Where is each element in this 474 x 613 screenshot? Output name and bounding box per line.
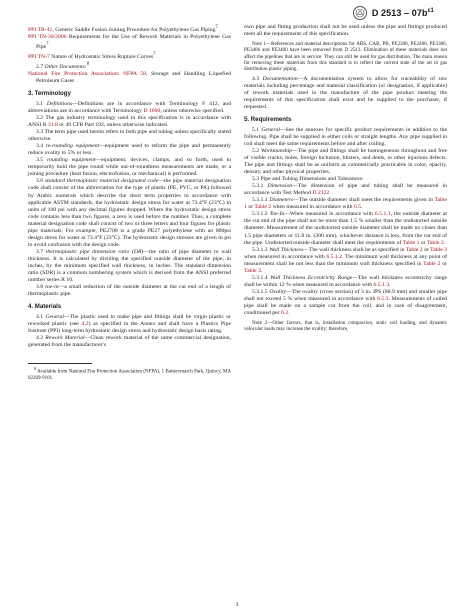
paragraph-5-3-1-1: 5.3.1.1 Diameters—The outside diameter shall meet the requirements given in Table 1 or Table 2 when measured in accordance with 6.5. xyxy=(244,197,447,211)
paragraph-4-1: 4.1 General—The plastic used to make pipe and fittings shall be virgin plastic or reworked plastic (see 4.2) as specified in the Annex and shall have a Plastics Pipe Institute (PPI) long-term hydrostatic design stress and hydrostatic design basis rating. xyxy=(28,314,231,335)
reference-link[interactable]: 6.5 xyxy=(353,204,362,211)
paragraph-3-2: 3.2 The gas industry terminology used in this specification is in accordance with ANSI B 31.8 or 49 CFR Part 192, unless otherwise indicated. xyxy=(28,114,231,129)
reference-link[interactable]: 6.5.1.3 xyxy=(373,281,390,288)
paragraph-4-2-continued: own pipe and fitting production shall not be used unless the pipe and fittings produced meet all the requirements of this specification. xyxy=(244,24,447,38)
paragraph-5-3-1-2: 5.3.1.2 Toe-In—When measured in accordance with 6.5.1.1, the outside diameter at the cut end of the pipe shall not be more than 1.5 % smaller than the undistorted outside diameter. Measurement of the undistorted outside diameter shall be made no closer than 1.5 pipe diameters or 11.8 in. (300 mm), whichever distance is less, from the cut end of the pipe. Undistorted outside diameter shall meet the requirements of Table 1 or Table 2. xyxy=(244,211,447,246)
standard-designation: D $2513 - 07b^{\varepsilon 1}$ xyxy=(371,8,434,18)
reference-link[interactable]: 6.5.1.1 xyxy=(374,211,391,218)
paragraph-5-3-1-3: 5.3.1.3 Wall Thickness—The wall thickness shall be as specified in Table 2 or Table 3 when measured in accordance with 6.5.1.2. The minimum wall thickness at any point of measurement shall be not less than the minimum wall thickness specified in Table 2 or Table 3. xyxy=(244,246,447,274)
section-2-7: 2.7 Other Documents:$^8$ xyxy=(36,61,90,70)
reference-link[interactable]: Table 2 xyxy=(423,260,441,267)
reference-link[interactable]: Table 1 xyxy=(402,239,420,246)
reference-link[interactable]: 4.2 xyxy=(81,321,89,328)
paragraph-5-3: 5.3 Pipe and Tubing Dimensions and Tolerances: xyxy=(252,176,364,183)
section-heading-terminology: 3. Terminology xyxy=(28,89,71,97)
reference-link[interactable]: PPI TN-7 xyxy=(28,53,50,60)
reference-link[interactable]: D 1600 xyxy=(143,107,161,114)
paragraph-3-6: 3.6 standard thermoplastic material designated code—the pipe material designation code shall consist of the abbreviation for the type of plastic (PE, PVC, or PA) followed by Arabic numerals which describe the short term properties in accordance with applicable ASTM standards, the hydrostatic design stress for water at 73.4°F (23°C) in units of 100 psi with any decimal figures dropped. Where the hydrostatic design stress code contains less than two figures, a zero is used before the number. Thus, a complete material designation code shall consist of two or three letters and four figures for plastic pipe materials. For example, PE2708 is a grade PE27 polyethylene with an 800psi design stress for water at 73.4°F (23°C). The hydrostatic design stresses are given in psi to avoid confusion with the design code. xyxy=(28,178,232,248)
page-number: 3 xyxy=(235,602,239,608)
note-2: Note 2—Other factors, that is, installation compaction, static soil loading, and dynamic vehicular loads may increase the ovality; therefore, xyxy=(244,320,447,333)
paragraph-3-7: 3.7 thermoplastic pipe dimension ratio (DR)—the ratio of pipe diameter to wall thickness. It is calculated by dividing the specified outside diameter of the pipe, in inches, by the minimum specified wall thickness, in inches. The standard dimension ratio (SDR) is a common numbering system which is derived from the ANSI preferred number series R 10. xyxy=(28,248,232,284)
reference-link[interactable]: Table 2 xyxy=(426,239,444,246)
section-heading-materials: 4. Materials xyxy=(28,303,62,311)
paragraph-5-3-1: 5.3.1 Dimension—The dimension of pipe and tubing shall be measured in accordance with Test Method D 2122. xyxy=(244,183,447,197)
reference-item: PPI TR-41, Generic Saddle Fusion Joining Procedure for Polyethylene Gas Piping$^7$ xyxy=(28,25,218,33)
footnote-divider xyxy=(28,363,92,364)
reference-link[interactable]: National Fire Protection Association: NFPA 58 xyxy=(28,70,147,77)
paragraph-5-3-1-5: 5.3.1.5 Ovality—The ovality (cross section) of 3 in. IPS (88.9 mm) and smaller pipe shall not exceed 5 % when measured in accordance with 6.5.3. Measurements of coiled pipe shall be made on a sample cut from the coil, and in case of disagreement, conditioned per 6.3. xyxy=(244,288,447,317)
paragraph-5-3-1-4: 5.3.1.4 Wall Thickness Eccentricity Range—The wall thickness eccentricity range shall be within 12 % when measured in accordance with 6.5.1.3. xyxy=(244,274,447,288)
paragraph-3-3: 3.3 The term pipe used herein refers to both pipe and tubing unless specifically stated otherwise. xyxy=(28,129,231,143)
paragraph-3-4: 3.4 re-rounding equipment—equipment used to reform the pipe and permanently reduce ovality to 5% or less. xyxy=(28,143,232,157)
paragraph-5-1: 5.1 General—See the annexes for specific product requirements in addition to the following. Pipe shall be supplied in either coils or straight lengths. Any pipe supplied in coil shall meet the same requirements before and after coiling. xyxy=(244,126,448,147)
footnote-8: $^8$ Available from National Fire Protection Association (NFPA), 1 Batterymarch Park, Quincy, MA 02269-9101. xyxy=(28,366,231,382)
paragraph-4-2: 4.2 Rework Material—Clean rework material of the same commercial designation, generated from the manufacturer's xyxy=(28,335,232,349)
paragraph-3-5: 3.5 rounding equipment—equipment, devices, clamps, and so forth, used to temporarily hold the pipe round while out-of-roundness measurements are made, or a joining procedure (heat fusion, electrofusion, or mechanical) is performed. xyxy=(28,157,231,178)
reference-link[interactable]: Table 3 xyxy=(244,267,261,274)
reference-item: National Fire Protection Association: NFPA 58, Storage and Handling Liquefied Petroleum Gases xyxy=(28,70,231,84)
right-column xyxy=(244,24,447,333)
reference-link[interactable]: Table 1 xyxy=(244,197,447,211)
page-header xyxy=(353,6,434,20)
paragraph-4-3: 4.3 Documentation—A documentation system to allow for traceability of raw materials including percentage and material classification (or designation, if applicable) of rework materials used in the manufacture of the pipe product meeting the requirements of this specification shall exist and be supplied to the purchaser, if requested. xyxy=(244,75,447,110)
reference-item: PPI TN-7 Nature of Hydrostatic Stress Rupture Curves$^7$ xyxy=(28,51,156,60)
reference-link[interactable]: 31.8 xyxy=(47,122,58,129)
astm-logo-icon xyxy=(353,6,367,20)
left-column xyxy=(28,24,231,383)
paragraph-5-2: 5.2 Workmanship—The pipe and fittings shall be homogeneous throughout and free of visible cracks, holes, foreign inclusion, blisters, and dents, or other injurious defects. The pipe and fittings shall be as uniform as commercially practicable in color, opacity, density, and other physical properties. xyxy=(244,147,447,176)
reference-link[interactable]: PPI TN-30/2006 xyxy=(28,33,67,40)
paragraph-3-8: 3.8 toe-in—a small reduction of the outside diameter at the cut end of a length of thermoplastic pipe. xyxy=(28,284,232,298)
paragraph-3-1: 3.1 Definitions—Definitions are in accordance with Terminology F 412, and abbreviations are in accordance with Terminology D 1600, unless otherwise specified. xyxy=(28,100,231,114)
reference-link[interactable]: 6.5.1.2 xyxy=(326,253,342,260)
note-1: Note 1—References and material descriptions for ABS, CAB, PB, PE2306, PE2406, PE3306, PE3406 and PE3480 have been removed from D 2513. Elimination of these materials does not affect the pipelines that are in service. They can still be used for gas distribution. The main reason for removing these materials from this standard is to reflect the current state of the art in gas distribution plastic piping. xyxy=(244,41,447,73)
reference-link[interactable]: D 2122 xyxy=(312,190,330,197)
reference-link[interactable]: PPI TR-41 xyxy=(28,26,53,33)
section-heading-requirements: 5. Requirements xyxy=(244,115,292,123)
reference-link[interactable]: Table 3 xyxy=(430,246,447,253)
reference-link[interactable]: Table 2 xyxy=(405,246,423,253)
reference-link[interactable]: Table 2 xyxy=(254,204,272,211)
reference-link[interactable]: 6.3 xyxy=(280,310,289,317)
reference-item: PPI TN-30/2006 Requirements for the Use of Rework Materials in Polyethylene Gas Pipe$^7$ xyxy=(28,33,231,50)
reference-link[interactable]: 6.5.3 xyxy=(377,295,389,302)
